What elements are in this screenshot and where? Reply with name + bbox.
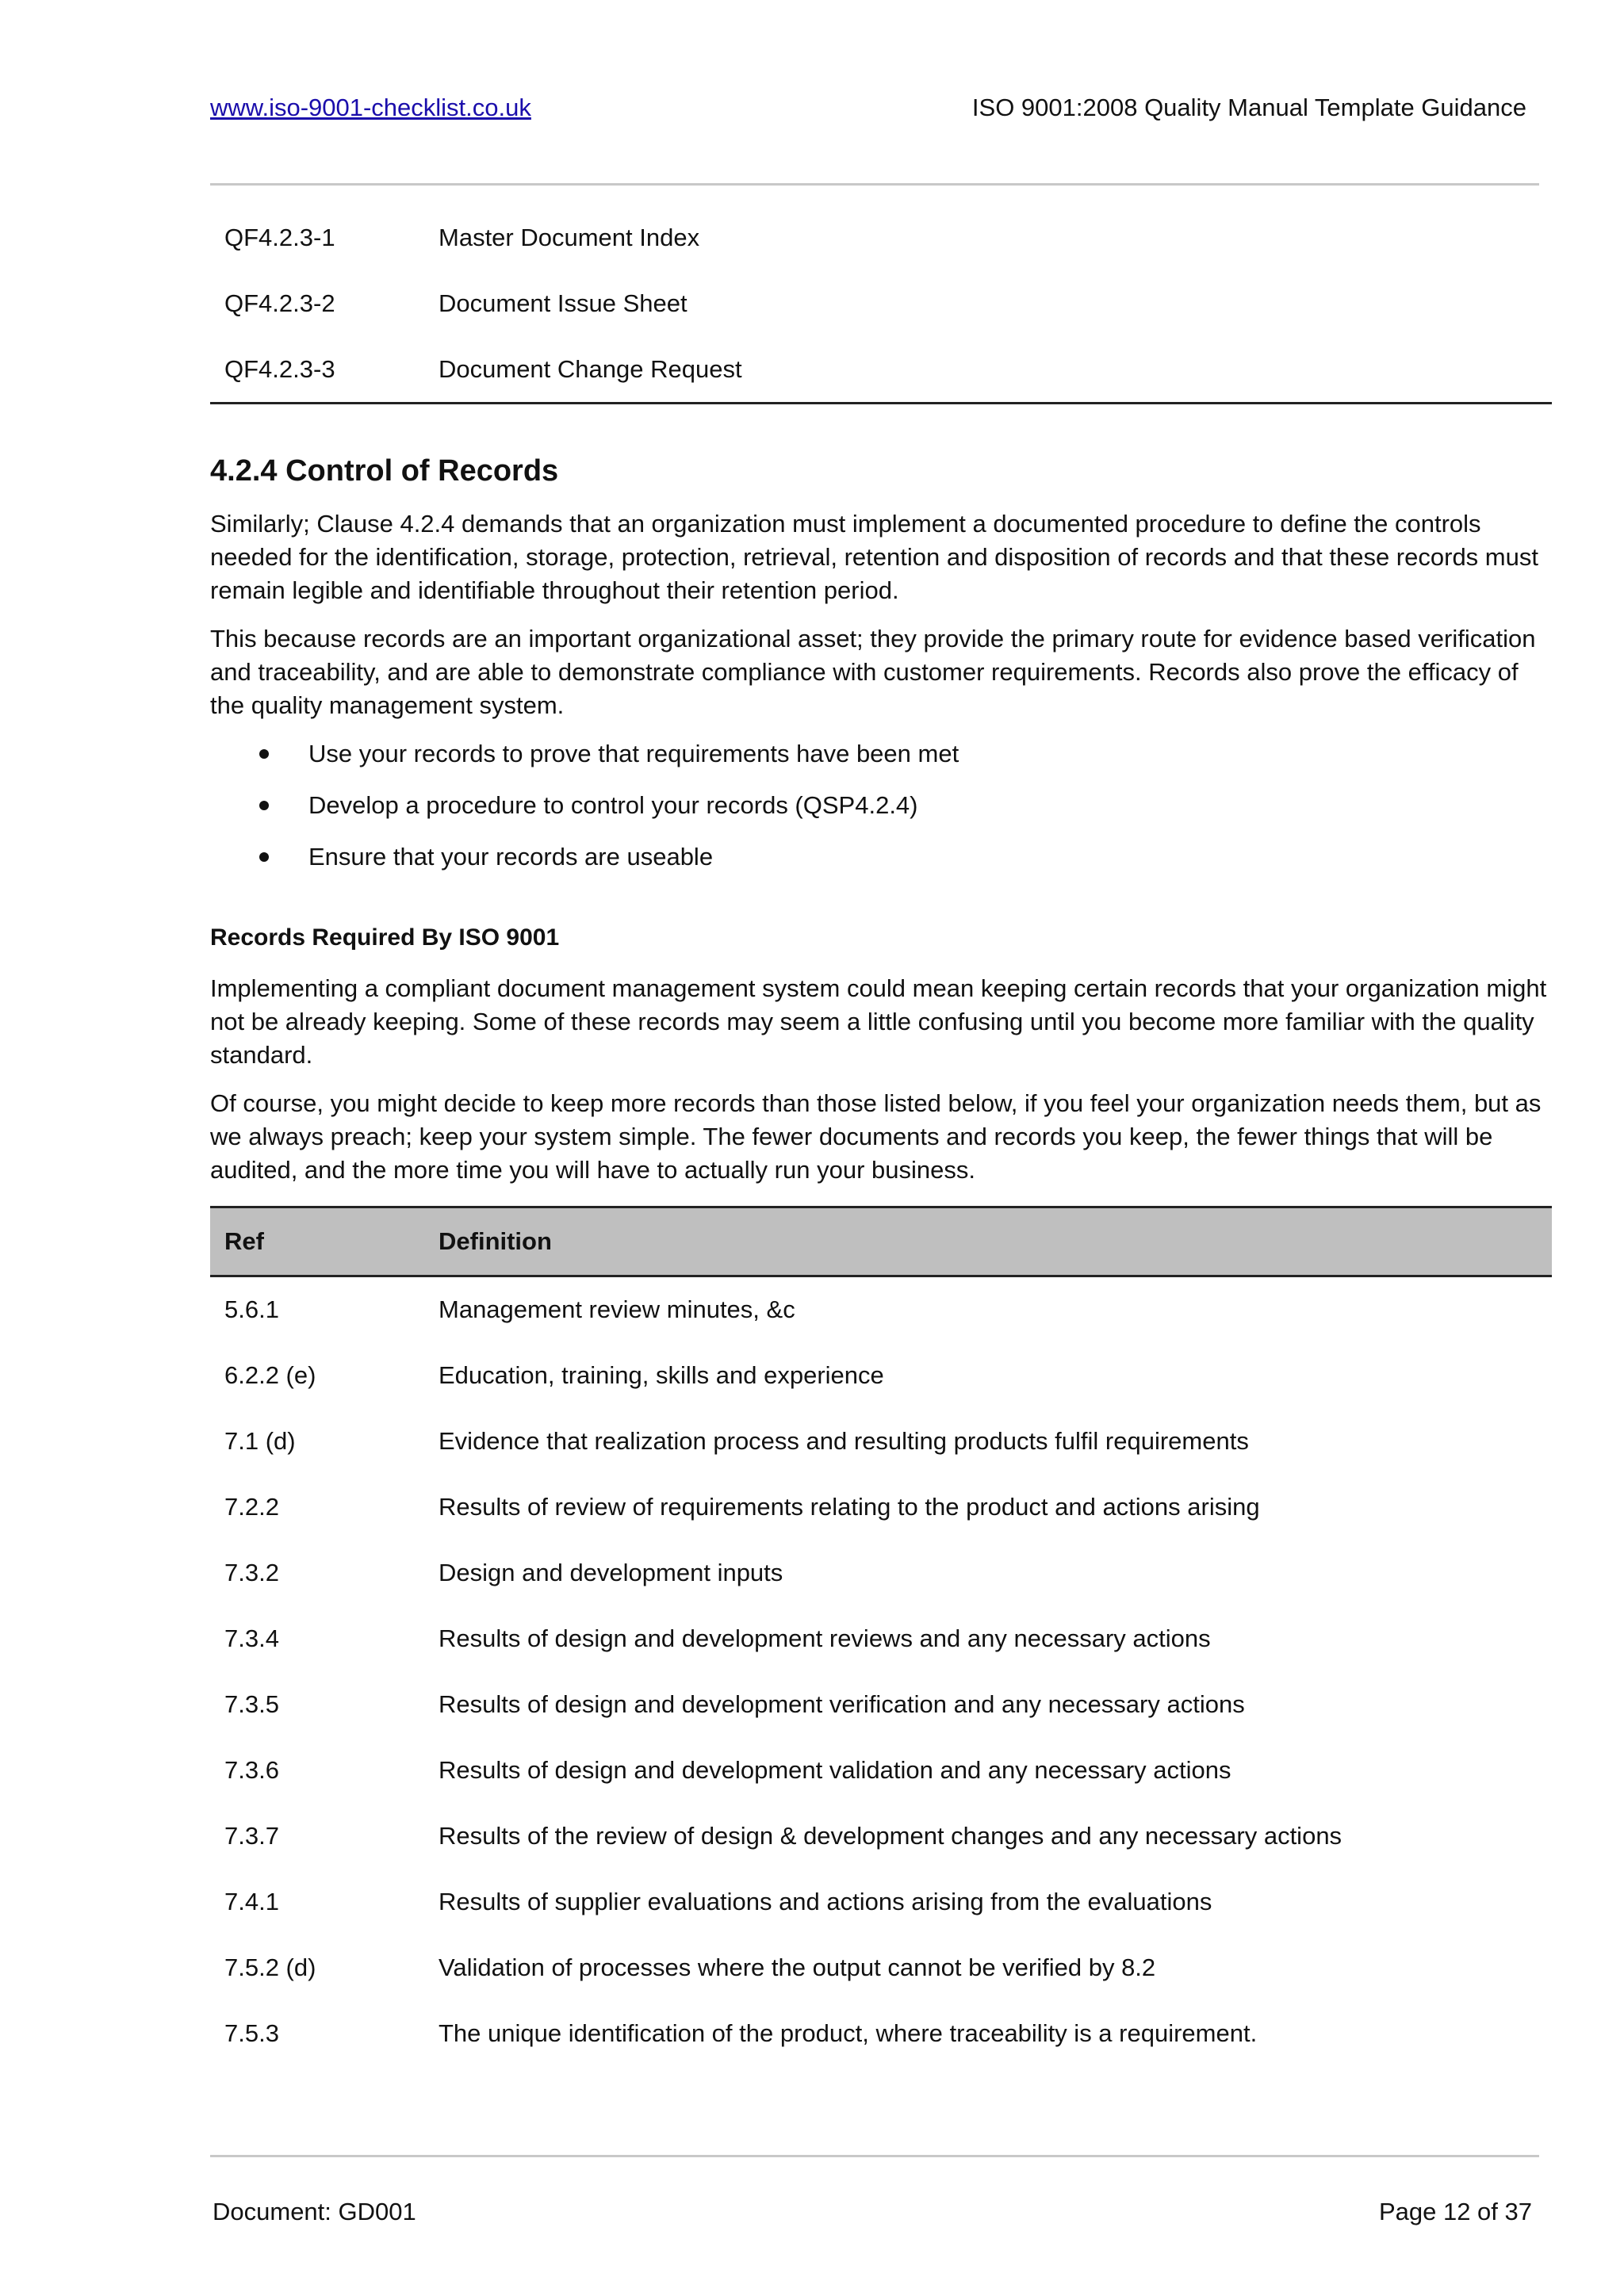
- table-row: [210, 1869, 1552, 1935]
- form-name: Document Issue Sheet: [439, 289, 688, 317]
- table-row: [210, 1276, 1552, 1343]
- bullet-text: Ensure that your records are useable: [308, 842, 714, 871]
- bullet-icon: [259, 801, 269, 810]
- page-header: [210, 94, 1526, 130]
- paragraph: This because records are an important organizational asset; they provide the primary route for evidence based verification and traceability, and are able to demonstrate compliance with customer requirements. Records also prove the efficacy of the quality management system.: [210, 624, 1536, 719]
- record-ref: 7.3.2: [224, 1559, 279, 1587]
- record-ref: 7.1 (d): [224, 1427, 296, 1456]
- table-row: [210, 1343, 1552, 1409]
- table-row: [210, 2001, 1552, 2067]
- bullet-list: [210, 737, 1552, 874]
- record-definition: Validation of processes where the output cannot be verified by 8.2: [439, 1954, 1156, 1982]
- table-row: [210, 1540, 1552, 1606]
- record-definition: Results of design and development reviews and any necessary actions: [439, 1624, 1211, 1653]
- forms-table: [210, 205, 1552, 404]
- record-ref: 7.3.6: [224, 1756, 279, 1785]
- paragraph: Implementing a compliant document management system could mean keeping certain records that your organization might not be already keeping. Some of these records may seem a little confusing until you become more familiar with the quality standard.: [210, 974, 1547, 1069]
- form-name: Master Document Index: [439, 223, 700, 251]
- record-definition: Management review minutes, &c: [439, 1295, 795, 1324]
- table-row: [210, 1409, 1552, 1475]
- records-table: [210, 1206, 1552, 2067]
- table-row: [210, 1738, 1552, 1804]
- document-id: Document: GD001: [213, 2198, 416, 2225]
- page-number: Page 12 of 37: [1378, 2198, 1532, 2225]
- record-ref: 5.6.1: [224, 1295, 279, 1324]
- document-title: ISO 9001:2008 Quality Manual Template Guidance: [971, 94, 1526, 121]
- record-definition: Design and development inputs: [439, 1559, 783, 1587]
- bullet-icon: [259, 749, 269, 759]
- table-row: [210, 1672, 1552, 1738]
- page-content: [210, 205, 1552, 2067]
- table-row: [210, 336, 1552, 404]
- record-definition: Results of design and development verification and any necessary actions: [439, 1690, 1245, 1719]
- column-header-definition: Definition: [424, 1207, 1552, 1276]
- record-definition: The unique identification of the product, where traceability is a requirement.: [439, 2019, 1258, 2048]
- record-ref: 6.2.2 (e): [224, 1361, 316, 1390]
- bullet-text: Develop a procedure to control your records (QSP4.2.4): [308, 790, 918, 819]
- header-divider: [210, 183, 1539, 186]
- bullet-item: [210, 789, 1552, 822]
- form-ref: QF4.2.3-3: [224, 354, 335, 383]
- form-name: Document Change Request: [439, 354, 742, 383]
- section-heading: 4.2.4 Control of Records: [210, 454, 559, 488]
- bullet-item: [210, 840, 1552, 874]
- subsection-heading: Records Required By ISO 9001: [210, 924, 560, 951]
- paragraph: Of course, you might decide to keep more records than those listed below, if you feel your organization needs them, but as we always preach; keep your system simple. The fewer documents and records you keep, the fewer things that will be audited, and the more time you will have to actually run your business.: [210, 1089, 1542, 1184]
- table-row: [210, 205, 1552, 270]
- table-row: [210, 1606, 1552, 1672]
- record-definition: Education, training, skills and experience: [439, 1361, 884, 1390]
- paragraph: Similarly; Clause 4.2.4 demands that an organization must implement a documented procedure to define the controls needed for the identification, storage, protection, retrieval, retention and disposition of records and that these records must remain legible and identifiable throughout their retention period.: [210, 509, 1538, 604]
- record-ref: 7.3.4: [224, 1624, 279, 1653]
- table-row: [210, 1475, 1552, 1540]
- table-row: [210, 270, 1552, 336]
- bullet-text: Use your records to prove that requirements have been met: [308, 739, 959, 767]
- record-ref: 7.5.3: [224, 2019, 279, 2048]
- website-link[interactable]: www.iso-9001-checklist.co.uk: [210, 94, 531, 121]
- record-ref: 7.4.1: [224, 1888, 279, 1916]
- record-ref: 7.3.7: [224, 1822, 279, 1850]
- table-row: [210, 1935, 1552, 2001]
- table-row: [210, 1804, 1552, 1869]
- bullet-icon: [259, 852, 269, 862]
- column-header-ref: Ref: [210, 1207, 424, 1276]
- record-ref: 7.2.2: [224, 1493, 279, 1521]
- bullet-item: [210, 737, 1552, 771]
- record-definition: Evidence that realization process and resulting products fulfil requirements: [439, 1427, 1249, 1456]
- record-definition: Results of the review of design & development changes and any necessary actions: [439, 1822, 1342, 1850]
- record-ref: 7.3.5: [224, 1690, 279, 1719]
- record-definition: Results of design and development validation and any necessary actions: [439, 1756, 1231, 1785]
- table-header-row: [210, 1207, 1552, 1276]
- form-ref: QF4.2.3-2: [224, 289, 335, 317]
- record-ref: 7.5.2 (d): [224, 1954, 316, 1982]
- record-definition: Results of review of requirements relating to the product and actions arising: [439, 1493, 1260, 1521]
- footer-divider: [210, 2155, 1539, 2157]
- form-ref: QF4.2.3-1: [224, 223, 335, 251]
- record-definition: Results of supplier evaluations and actions arising from the evaluations: [439, 1888, 1212, 1916]
- page-footer: [213, 2198, 1532, 2234]
